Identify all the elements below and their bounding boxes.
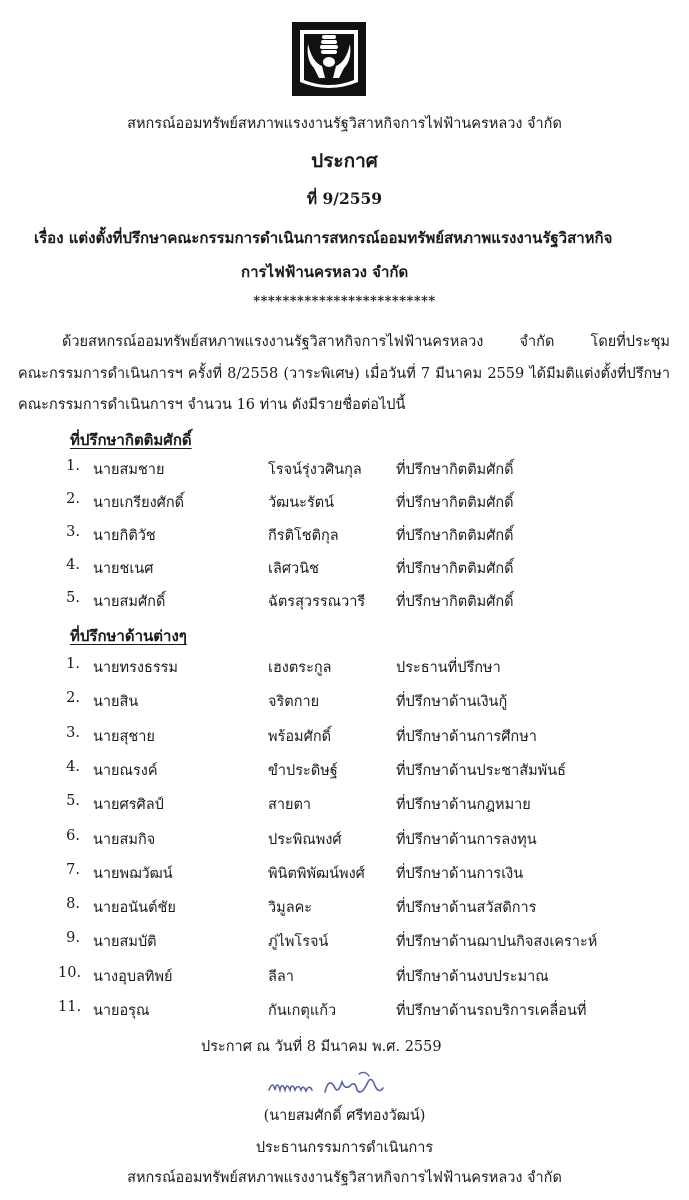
member-row	[0, 965, 689, 991]
member-first-name: นายสมศักดิ์	[93, 594, 166, 610]
member-row	[0, 725, 689, 751]
body-line-3: คณะกรรมการดำเนินการฯ จำนวน 16 ท่าน ดังมีรายชื่อต่อไปนี้	[18, 397, 406, 413]
member-role: ที่ปรึกษาด้านรถบริการเคลื่อนที่	[396, 1003, 587, 1019]
member-number: 6.	[66, 827, 80, 844]
member-role: ที่ปรึกษากิตติมศักดิ์	[396, 528, 514, 544]
section-heading-advisors: ที่ปรึกษาด้านต่างๆ	[70, 627, 187, 645]
member-role: ที่ปรึกษากิตติมศักดิ์	[396, 462, 514, 478]
member-number: 1.	[66, 656, 80, 672]
signature	[265, 1066, 393, 1106]
member-row	[0, 491, 689, 517]
member-number: 11.	[58, 999, 82, 1015]
member-last-name: ภู่ไพโรจน์	[268, 934, 329, 951]
member-row	[0, 862, 689, 888]
notice-title: ประกาศ	[311, 150, 378, 172]
member-last-name: จริตกาย	[268, 694, 320, 711]
member-role: ที่ปรึกษาด้านเงินกู้	[396, 694, 508, 711]
member-role: ที่ปรึกษาด้านสวัสดิการ	[396, 900, 537, 917]
member-first-name: นายสมบัติ	[93, 934, 157, 951]
member-role: ที่ปรึกษากิตติมศักดิ์	[396, 561, 514, 577]
member-role: ประธานที่ปรึกษา	[396, 660, 501, 676]
member-first-name: นายพฌวัฒน์	[93, 865, 173, 882]
member-first-name: นายเกรียงศักดิ์	[93, 495, 185, 511]
member-role: ที่ปรึกษาด้านกฎหมาย	[396, 797, 531, 814]
body-line-2: คณะกรรมการดำเนินการฯ ครั้งที่ 8/2558 (วาระพิเศษ) เมื่อวันที่ 7 มีนาคม 2559 ได้มีมติแต่งตั้งที่ปรึกษา	[18, 366, 670, 382]
member-first-name: นายณรงค์	[93, 762, 158, 779]
member-row	[0, 999, 689, 1025]
member-last-name: วัฒนะรัตน์	[268, 495, 335, 511]
member-row	[0, 656, 689, 682]
member-role: ที่ปรึกษากิตติมศักดิ์	[396, 495, 514, 511]
member-row	[0, 524, 689, 550]
separator-stars: *************************	[253, 294, 436, 309]
member-first-name: นายสุชาย	[93, 728, 155, 745]
member-last-name: กีรติโชติกุล	[268, 528, 339, 544]
member-last-name: กันเกตุแก้ว	[268, 1003, 337, 1019]
member-row	[0, 930, 689, 956]
member-number: 3.	[66, 724, 80, 741]
signer-name: (นายสมศักดิ์ ศรีทองวัฒน์)	[263, 1108, 426, 1124]
member-row	[0, 828, 689, 854]
member-number: 8.	[66, 896, 80, 913]
member-role: ที่ปรึกษาด้านประชาสัมพันธ์	[396, 762, 566, 779]
member-last-name: วิมูลคะ	[268, 900, 313, 917]
member-row	[0, 458, 689, 484]
member-role: ที่ปรึกษาด้านงบประมาณ	[396, 968, 549, 985]
member-number: 2.	[66, 690, 80, 707]
member-number: 7.	[66, 861, 80, 878]
member-first-name: นายกิติวัช	[93, 528, 156, 544]
member-last-name: เลิศวนิช	[268, 561, 319, 577]
member-row	[0, 690, 689, 716]
member-first-name: นายชเนศ	[93, 561, 154, 577]
signer-position: ประธานกรรมการดำเนินการ	[255, 1140, 434, 1156]
member-role: ที่ปรึกษากิตติมศักดิ์	[396, 594, 514, 610]
member-row	[0, 793, 689, 819]
member-last-name: เฮงตระกูล	[268, 660, 332, 676]
section-heading-honorary: ที่ปรึกษากิตติมศักดิ์	[70, 431, 192, 449]
member-last-name: ลีลา	[268, 968, 294, 985]
member-number: 3.	[66, 524, 80, 540]
member-number: 5.	[66, 793, 80, 810]
member-first-name: นายศรศิลป์	[93, 797, 164, 814]
member-number: 9.	[66, 930, 80, 947]
notice-subject-line2: การไฟฟ้านครหลวง จำกัด	[241, 263, 409, 281]
member-last-name: ฉัตรสุวรรณวารี	[268, 594, 366, 610]
member-first-name: นายทรงธรรม	[93, 660, 178, 676]
cooperative-logo	[292, 22, 366, 96]
member-number: 1.	[66, 458, 80, 474]
member-first-name: นายสมกิจ	[93, 831, 156, 848]
member-role: ที่ปรึกษาด้านฌาปนกิจสงเคราะห์	[396, 934, 598, 951]
member-number: 2.	[66, 491, 80, 507]
signer-organization: สหกรณ์ออมทรัพย์สหภาพแรงงานรัฐวิสาหกิจการไฟฟ้านครหลวง จำกัด	[127, 1170, 562, 1186]
member-row	[0, 896, 689, 922]
body-line-1: ด้วยสหกรณ์ออมทรัพย์สหภาพแรงงานรัฐวิสาหกิจการไฟฟ้านครหลวง จำกัด โดยที่ประชุม	[62, 334, 670, 350]
member-number: 10.	[58, 964, 82, 981]
member-role: ที่ปรึกษาด้านการเงิน	[396, 865, 524, 882]
member-first-name: นายอนันต์ชัย	[93, 900, 176, 917]
announcement-date: ประกาศ ณ วันที่ 8 มีนาคม พ.ศ. 2559	[201, 1039, 442, 1055]
member-first-name: นางอุบลทิพย์	[93, 968, 173, 985]
member-role: ที่ปรึกษาด้านการศึกษา	[396, 728, 537, 745]
member-first-name: นายอรุณ	[93, 1003, 150, 1019]
member-number: 4.	[66, 557, 80, 573]
member-row	[0, 590, 689, 616]
member-last-name: ประพิณพงศ์	[268, 831, 342, 848]
member-last-name: ขำประดิษฐ์	[268, 762, 338, 779]
member-row	[0, 759, 689, 785]
member-number: 5.	[66, 590, 80, 606]
member-last-name: พินิตพิพัฒน์พงศ์	[268, 865, 365, 882]
member-last-name: สายตา	[268, 797, 312, 814]
member-first-name: นายสมชาย	[93, 462, 165, 478]
member-first-name: นายสิน	[93, 694, 139, 711]
member-last-name: โรจน์รุ่งวศินกุล	[268, 462, 362, 478]
member-row	[0, 557, 689, 583]
member-last-name: พร้อมศักดิ์	[268, 728, 332, 745]
member-role: ที่ปรึกษาด้านการลงทุน	[396, 831, 537, 848]
notice-number: ที่ 9/2559	[306, 189, 383, 208]
header-org-name: สหกรณ์ออมทรัพย์สหภาพแรงงานรัฐวิสาหกิจการไฟฟ้านครหลวง จำกัด	[127, 116, 562, 132]
notice-subject-line1: เรื่อง แต่งตั้งที่ปรึกษาคณะกรรมการดำเนินการสหกรณ์ออมทรัพย์สหภาพแรงงานรัฐวิสาหกิจ	[34, 229, 613, 247]
member-number: 4.	[66, 758, 80, 775]
